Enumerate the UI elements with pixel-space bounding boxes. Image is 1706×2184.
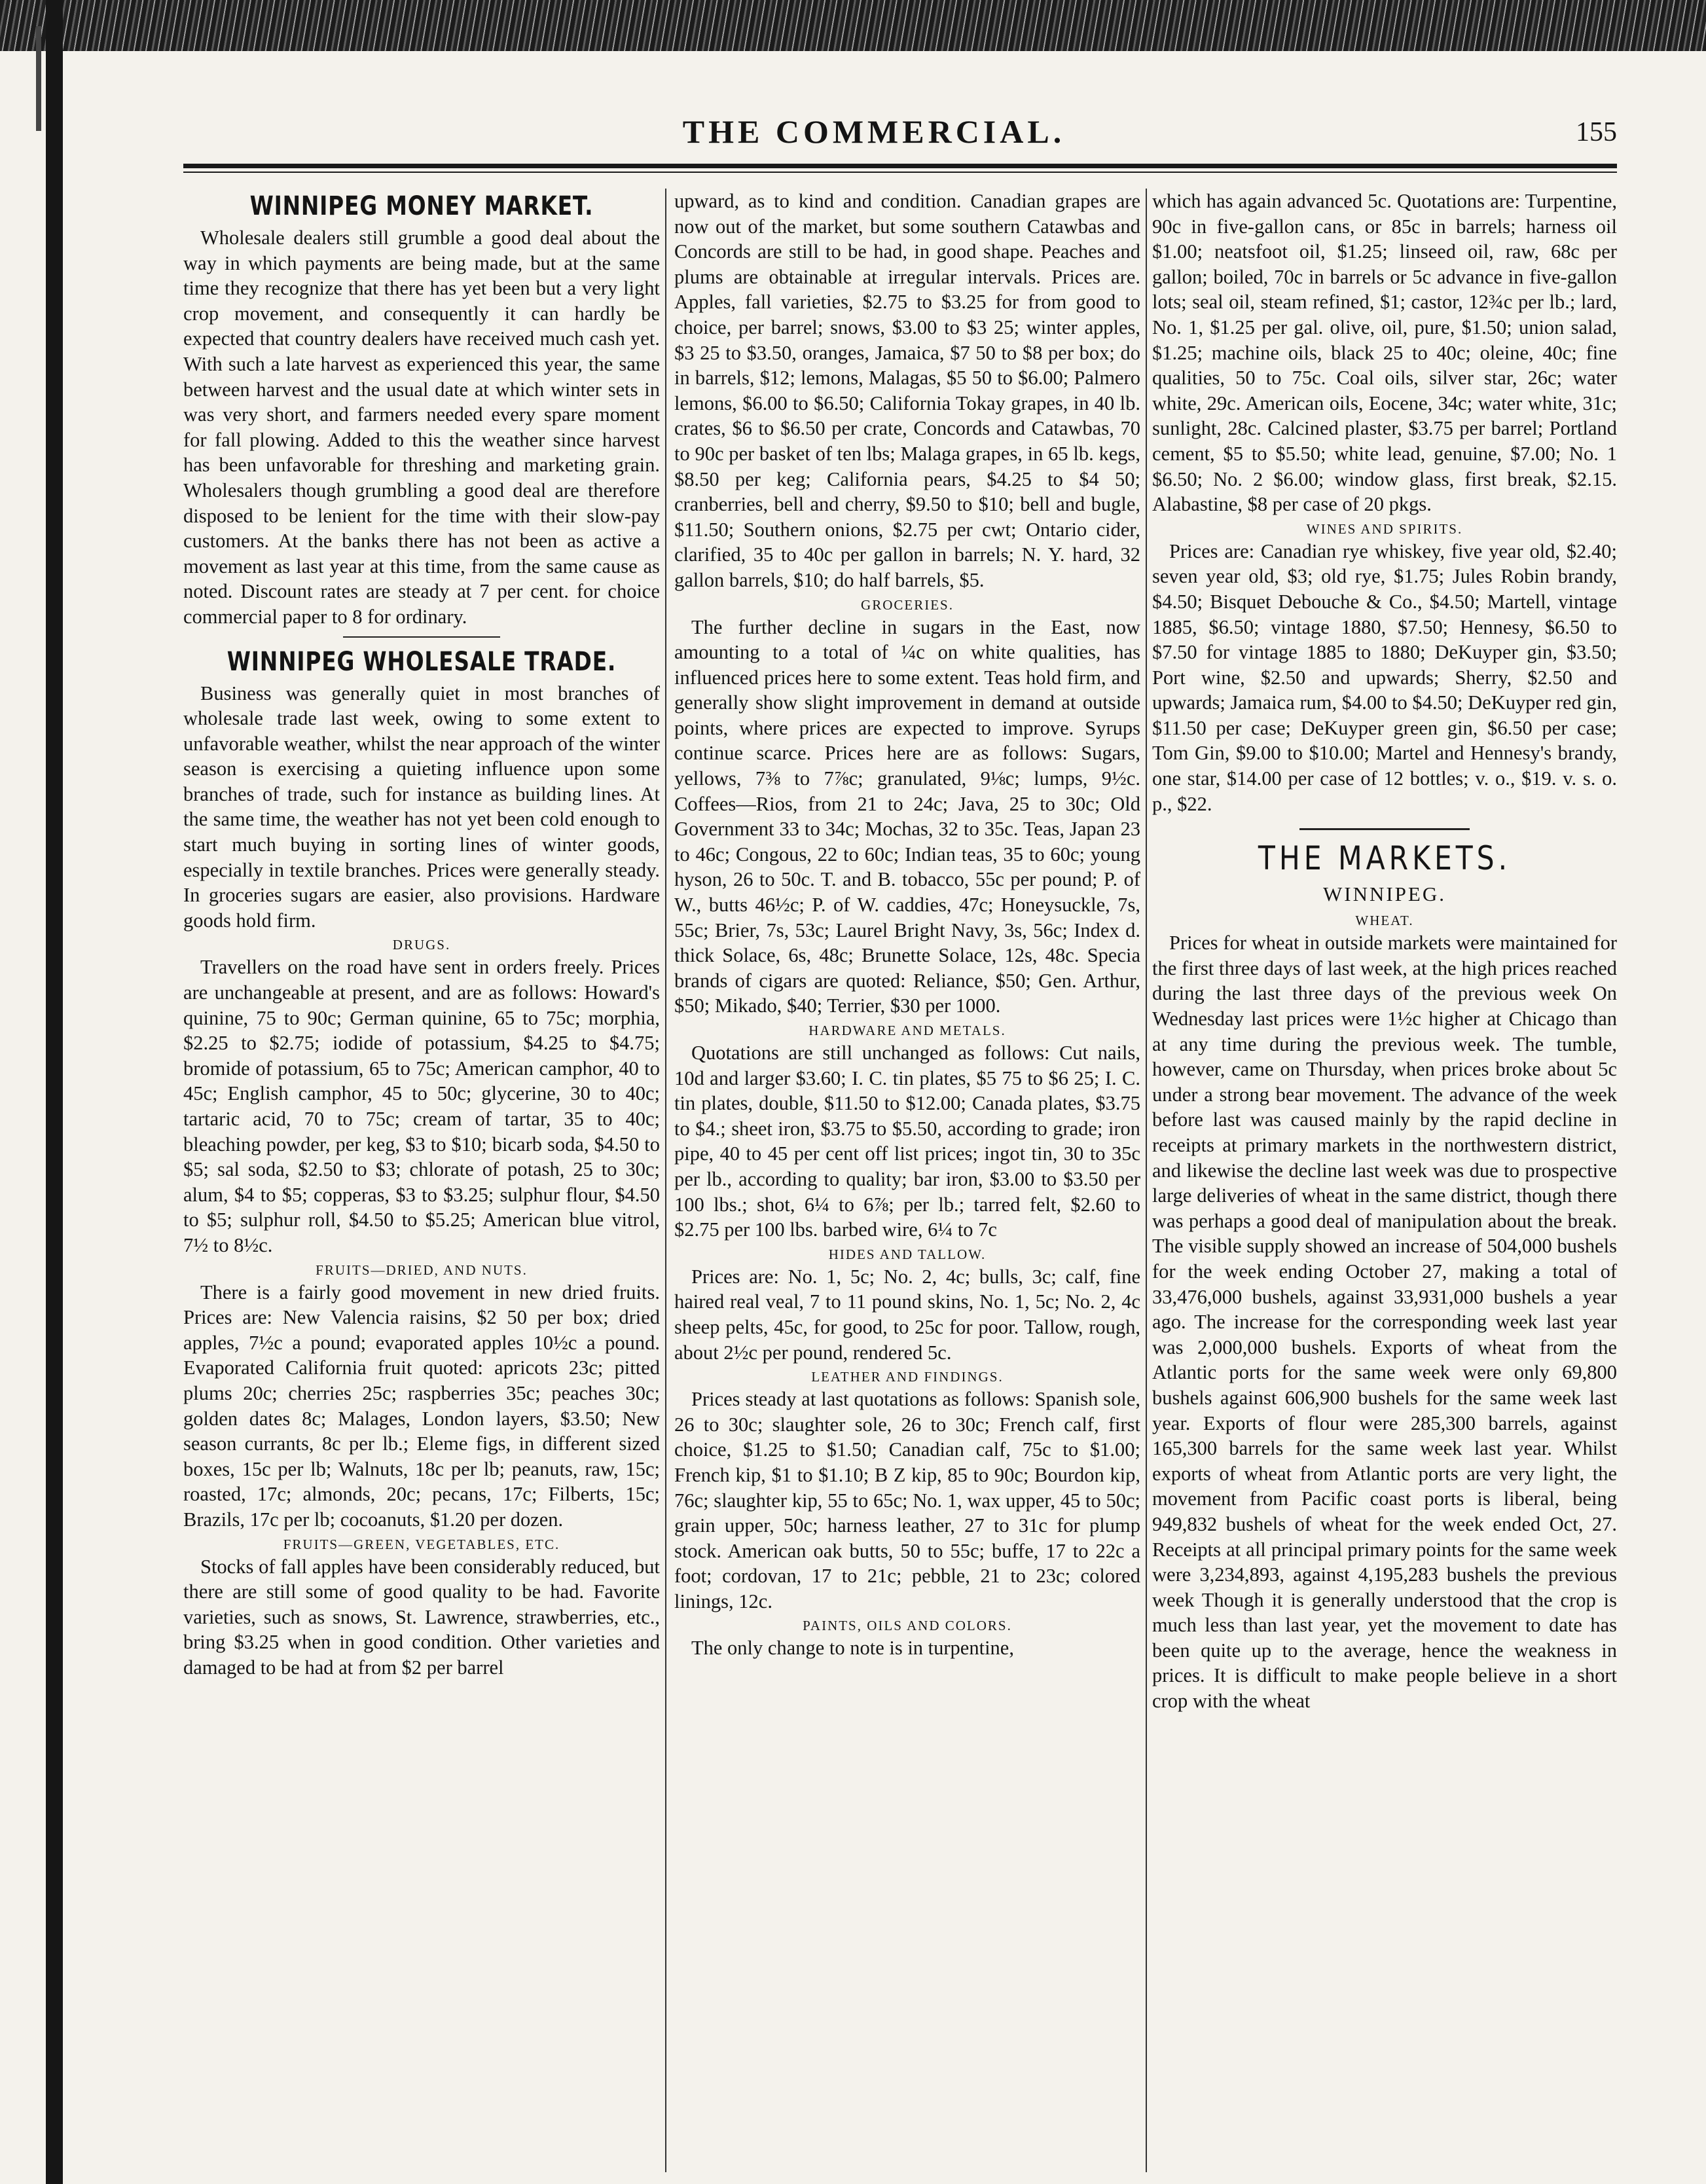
hardware-text: Quotations are still unchanged as follows: Cut nails, 10d and larger $3.60; I. C. tin plates, $5 75 to $6 25; I. C. tin plates, double, $11.50 to $12.00; Canada plates, $3.75 to $4.; sheet iron, $3.75 to $5.50, according to grade; iron pipe, 40 to 45 per cent off list prices; ingot tin, 30 to 35c per lb., according to quality; bar iron, $3.00 to $3.50 per 100 lbs.; shot, 6¼ to 6⅞; per lb.; tarred felt, $2.60 to $2.75 per 100 lbs. barbed wire, 6¼ to 7c xyxy=(674,1042,1140,1241)
scan-binding-edge xyxy=(46,0,63,2184)
money-market-text: Wholesale dealers still grumble a good deal about the way in which payments are being made, but at the same time they recognize that there has yet been but a very light crop movement, and consequently it can hardly be expected that country dealers have received much cash yet. With such a late harvest as experienced this year, the same between harvest and the usual date at which winter sets in was very short, and farmers needed every spare moment for fall plowing. Added to this the weather since harvest has been unfavorable for threshing and marketing grain. Wholesalers though grumbling a good deal are therefore disposed to be lenient for the time with their slow-pay customers. At the banks there has not been as active a movement as last year at this time, from the same cause as noted. Discount rates are steady at 7 per cent. for choice commercial paper to 8 for ordinary. xyxy=(183,227,660,628)
fruits-dried-heading: FRUITS—DRIED, AND NUTS. xyxy=(316,1262,528,1278)
fruits-green-continued-text: upward, as to kind and condition. Canadian grapes are now out of the market, but some southern Catawbas and Concords are still to be had, in good shape. Peaches and plums are obtainable at irregular intervals. Prices are. Apples, fall varieties, $2.75 to $3.25 for from good to choice, per barrel; snows, $3.00 to $3 25; winter apples, $3 25 to $3.50, oranges, Jamaica, $7 50 to $8 per box; do in barrels, $12; lemons, Malagas, $5 50 to $6.00; Palmero lemons, $6.00 to $6.50; California Tokay grapes, in 40 lb. crates, $6 to $6.50 per crate, Concords and Catawbas, 70 to 90c per basket of ten lbs; Malaga grapes, in 65 lb. kegs, $8.50 per keg; California pears, $4.25 to $4 50; cranberries, bell and cherry, $9.50 to $10; bell and bugle, $11.50; Southern onions, $2.75 per cwt; Ontario cider, clarified, 35 to 40c per gallon in barrels; N. Y. hard, 32 gallon barrels, $10; do half barrels, $5. xyxy=(674,190,1140,591)
column-3 xyxy=(1152,189,1617,2166)
wholesale-trade-text: Business was generally quiet in most branches of wholesale trade last week, owing to some extent to unfavorable weather, whilst the near approach of the winter season is exercising a quieting influence upon some branches of trade, such for instance as building lines. At the same time, the weather has not yet been cold enough to start much buying in sorting lines of winter goods, especially in textile branches. Prices were generally steady. In groceries sugars are easier, also provisions. Hardware goods hold firm. xyxy=(183,682,660,932)
section-separator xyxy=(1299,828,1470,830)
groceries-text: The further decline in sugars in the East, now amounting to a total of ¼c on white qualities, has influenced prices here to some extent. Teas hold firm, and generally show slight improvement in demand at outside points, where prices are expected to improve. Syrups continue scarce. Prices here are as follows: Sugars, yellows, 7⅜ to 7⅞c; granulated, 9⅛c; lumps, 9½c. Coffees—Rios, from 21 to 24c; Java, 25 to 30c; Old Government 33 to 34c; Mochas, 32 to 35c. Teas, Japan 23 to 46c; Congous, 22 to 60c; Indian teas, 35 to 60c; young hyson, 26 to 50c. T. and B. tobacco, 55c per pound; P. of W., butts 46½c; P. of W. caddies, 47c; Honeysuckle, 7s, 55c; Brier, 7s, 53c; Laurel Bright Navy, 3s, 56c; Index d. thick Solace, 6s, 48c; Brunette Solace, 12s, 48c. Specia brands of cigars are quoted: Reliance, $50; Gen. Arthur, $50; Mikado, $40; Terrier, $30 per 1000. xyxy=(674,615,1140,1017)
masthead-rule-thin xyxy=(183,172,1617,173)
paints-heading: PAINTS, OILS AND COLORS. xyxy=(803,1618,1012,1634)
leather-heading: LEATHER AND FINDINGS. xyxy=(811,1369,1004,1385)
masthead xyxy=(131,113,1617,152)
hides-text: Prices are: No. 1, 5c; No. 2, 4c; bulls, 3c; calf, fine haired real veal, 7 to 11 pound skins, No. 1, 5c; No. 2, 4c sheep pelts, 45c, for good, to 25c for poor. Tallow, rough, about 2½c per pound, rendered 5c. xyxy=(674,1265,1140,1364)
scan-binding-mark xyxy=(36,26,41,131)
drugs-heading: DRUGS. xyxy=(392,937,451,953)
hides-heading: HIDES AND TALLOW. xyxy=(828,1246,987,1262)
section-separator xyxy=(343,636,500,638)
scan-top-edge xyxy=(0,0,1706,51)
fruits-green-heading: FRUITS—GREEN, VEGETABLES, ETC. xyxy=(283,1536,560,1552)
wines-heading: WINES AND SPIRITS. xyxy=(1306,520,1463,537)
groceries-heading: GROCERIES. xyxy=(861,596,954,613)
column-1 xyxy=(183,189,660,2166)
wines-text: Prices are: Canadian rye whiskey, five year old, $2.40; seven year old, $3; old rye, $1.75; Jules Robin brandy, $4.50; Bisquet Debouche & Co., $4.50; Martell, vintage 1885, $6.50; vintage 1880, $7.50; Hennesy, $6.50 to $7.50 for vintage 1885 to 1880; DeKuyper gin, $3.50; Port wine, $2.50 and upwards; Sherry, $2.50 and upwards; Jamaica rum, $4.00 to $4.50; DeKuyper red gin, $11.50 per case; DeKuyper green gin, $6.50 per case; Tom Gin, $9.00 to $10.00; Martel and Hennesy's brandy, one star, $14.00 per case of 12 bottles; v. o., $19. v. s. o. p., $22. xyxy=(1152,539,1617,815)
wheat-heading: WHEAT. xyxy=(1355,913,1414,929)
column-divider xyxy=(665,189,666,2172)
markets-heading: THE MARKETS. xyxy=(1258,839,1512,878)
hardware-heading: HARDWARE AND METALS. xyxy=(808,1023,1006,1038)
wheat-text: Prices for wheat in outside markets were maintained for the first three days of last week, at the high prices reached during the last three days of the previous week On Wednesday last prices were 1½c higher at Chicago than at any time during the previous week. The tumble, however, came on Thursday, when prices broke about 5c under a strong bear movement. The advance of the week before last was caused mainly by the rapid decline in receipts at primary markets in the northwestern district, and likewise the decline last week was due to prospective large deliveries of wheat in the same district, though there was perhaps a good deal of manipulation about the break. The visible supply showed an increase of 504,000 bushels for the week ending October 27, making a total of 33,476,000 bushels, against 33,931,000 bushels a year ago. The increase for the corresponding week last year was 2,000,000 bushels. Exports of wheat from the Atlantic ports for the same week were only 69,800 bushels against 606,900 bushels for the same week last year. Exports of flour were 285,300 barrels, against 165,300 barrels for the same week last year. Whilst exports of wheat from Atlantic ports are very light, the movement from Pacific coast ports is liberal, being 949,832 bushels of wheat for the week ended Oct, 27. Receipts at all principal primary points for the same week were 3,234,893, against 4,195,283 bushels the previous week Though it is generally understood that the crop is much less than last year, yet the movement to date has been quite up to the average, hence the weakness in prices. It is difficult to make people believe in a short crop with the wheat xyxy=(1152,932,1617,1713)
column-2 xyxy=(674,189,1140,2166)
drugs-text: Travellers on the road have sent in orders freely. Prices are unchangeable at present, and are as follows: Howard's quinine, 75 to 90c; German quinine, 65 to 75c; morphia, $2.25 to $2.75; iodide of potassium, $4.25 to $4.75; bromide of potassium, 65 to 75c; American camphor, 40 to 45c; English camphor, 45 to 50c; glycerine, 30 to 40c; tartaric acid, 70 to 75c; cream of tartar, 35 to 40c; bleaching powder, per keg, $3 to $10; bicarb soda, $4.50 to $5; sal soda, $2.50 to $3; chlorate of potash, 25 to 30c; alum, $4 to $5; copperas, $3 to $3.25; sulphur flour, $4.50 to $5; sulphur roll, $4.50 to $5.25; American blue vitrol, 7½ to 8½c. xyxy=(183,956,660,1256)
masthead-rule xyxy=(183,164,1617,168)
paints-text: The only change to note is in turpentine, xyxy=(691,1637,1014,1660)
money-market-heading: WINNIPEG MONEY MARKET. xyxy=(249,191,594,221)
paints-continued-text: which has again advanced 5c. Quotations are: Turpentine, 90c in five-gallon cans, or 85c in barrels; harness oil $1.00; neatsfoot oil, $1.25; linseed oil, raw, 68c per gallon; boiled, 70c in barrels or 5c advance in five-gallon lots; seal oil, steam refined, $1; castor, 12¾c per lb.; lard, No. 1, $1.25 per gal. olive, oil, pure, $1.50; union salad, $1.25; machine oils, black 25 to 40c; oleine, 40c; fine qualities, 50 to 75c. Coal oils, silver star, 26c; water white, 29c. American oils, Eocene, 34c; water white, 31c; sunlight, 28c. Calcined plaster, $3.75 per barrel; Portland cement, $5 to $5.50; white lead, genuine, $7.00; No. 1 $6.50; No. 2 $6.00; window glass, first break, $2.15. Alabastine, $8 per case of 20 pkgs. xyxy=(1152,190,1617,516)
markets-subheading: WINNIPEG. xyxy=(1323,883,1446,906)
leather-text: Prices steady at last quotations as follows: Spanish sole, 26 to 30c; slaughter sole, 26 to 30c; French calf, first choice, $1.25 to $1.50; Canadian calf, 75c to $1.00; French kip, $1 to $1.10; B Z kip, 85 to 90c; Bourdon kip, 76c; slaughter kip, 55 to 65c; No. 1, wax upper, 45 to 50c; grain upper, 50c; harness leather, 27 to 31c for plump stock. American oak butts, 50 to 55c; buffe, 17 to 22c a foot; cordovan, 17 to 21c; pebble, 21 to 23c; colored linings, 12c. xyxy=(674,1388,1140,1612)
page-number: 155 xyxy=(1576,117,1617,147)
fruits-dried-text: There is a fairly good movement in new dried fruits. Prices are: New Valencia raisins, $2 50 per box; dried apples, 7½c a pound; evaporated apples 10½c a pound. Evaporated California fruit quoted: apricots 23c; pitted plums 20c; cherries 25c; raspberries 35c; peaches 30c; golden dates 8c; Malages, London layers, $3.50; New season currants, 8c per lb.; Eleme figs, in different sized boxes, 15c per lb; Walnuts, 18c per lb; peanuts, raw, 15c; roasted, 17c; almonds, 20c; pecans, 17c; Filberts, 15c; Brazils, 17c per lb; cocoanuts, $1.20 per dozen. xyxy=(183,1281,660,1531)
column-divider xyxy=(1146,189,1147,2172)
fruits-green-text: Stocks of fall apples have been considerably reduced, but there are still some of good quality to be had. Favorite varieties, such as snows, St. Lawrence, strawberries, etc., bring $3.25 when in good condition. Other varieties and damaged to be had at from $2 per barrel xyxy=(183,1555,660,1679)
wholesale-trade-heading: WINNIPEG WHOLESALE TRADE. xyxy=(227,646,617,677)
publication-title: THE COMMERCIAL. xyxy=(682,113,1066,150)
